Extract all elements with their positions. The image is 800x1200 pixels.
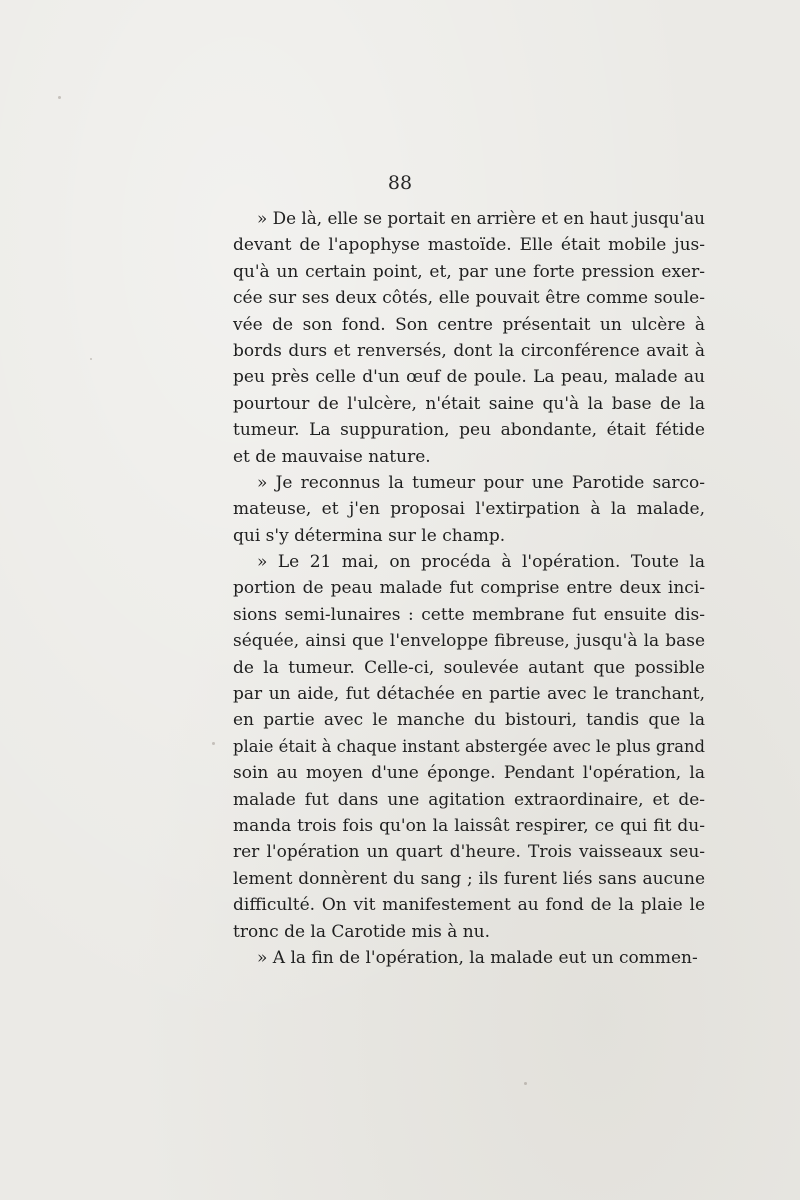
paper-speck <box>524 1082 527 1085</box>
text-line: lement donnèrent du sang ; ils furent liés sans aucune <box>233 868 706 889</box>
text-line: peu près celle d'un œuf de poule. La peau, malade au <box>233 367 705 388</box>
text-line: bords durs et renversés, dont la circonférence avait à <box>233 340 705 361</box>
text-line: devant de l'apophyse mastoïde. Elle était mobile jus- <box>233 235 705 256</box>
paragraph <box>233 470 705 549</box>
paragraph <box>233 206 705 470</box>
paragraph <box>233 549 705 945</box>
paragraph <box>233 945 705 971</box>
text-line: séquée, ainsi que l'enveloppe fibreuse, jusqu'à la base <box>233 631 706 652</box>
text-line: mateuse, et j'en proposai l'extirpation à la malade, <box>233 499 705 520</box>
text-line: » De là, elle se portait en arrière et en haut jusqu'au <box>257 209 705 229</box>
page-number: 88 <box>387 172 413 194</box>
text-line: malade fut dans une agitation extraordinaire, et de- <box>233 789 706 810</box>
paper-speck <box>212 742 215 745</box>
paper-speck <box>90 358 92 360</box>
text-line: qu'à un certain point, et, par une forte pression exer- <box>233 261 705 282</box>
body-text <box>233 206 705 971</box>
text-line: et de mauvaise nature. <box>233 446 431 467</box>
text-line: tumeur. La suppuration, peu abondante, était fétide <box>233 420 705 441</box>
text-line: » Le 21 mai, on procéda à l'opération. Toute la <box>257 552 705 573</box>
text-line: » A la fin de l'opération, la malade eut un commen- <box>257 947 698 968</box>
text-line: difficulté. On vit manifestement au fond de la plaie le <box>233 895 706 916</box>
text-line: vée de son fond. Son centre présentait un ulcère à <box>233 314 706 335</box>
text-line: pourtour de l'ulcère, n'était saine qu'à la base de la <box>233 393 705 414</box>
text-line: tronc de la Carotide mis à nu. <box>233 921 491 942</box>
text-line: rer l'opération un quart d'heure. Trois vaisseaux seu- <box>233 842 706 863</box>
paper-speck <box>58 96 61 99</box>
text-line: » Je reconnus la tumeur pour une Parotide sarco- <box>257 472 705 493</box>
text-line: qui s'y détermina sur le champ. <box>233 525 506 546</box>
text-line: plaie était à chaque instant abstergée avec le plus grand <box>233 736 705 757</box>
text-line: de la tumeur. Celle-ci, soulevée autant que possible <box>233 657 705 678</box>
text-line: par un aide, fut détachée en partie avec le tranchant, <box>233 684 706 705</box>
text-line: cée sur ses deux côtés, elle pouvait être comme soule- <box>233 288 705 309</box>
text-line: en partie avec le manche du bistouri, tandis que la <box>233 710 705 731</box>
text-line: soin au moyen d'une éponge. Pendant l'opération, la <box>233 763 705 784</box>
text-line: sions semi-lunaires : cette membrane fut ensuite dis- <box>233 604 705 625</box>
text-line: manda trois fois qu'on la laissât respirer, ce qui fit du- <box>233 815 705 836</box>
text-line: portion de peau malade fut comprise entre deux inci- <box>233 578 705 599</box>
